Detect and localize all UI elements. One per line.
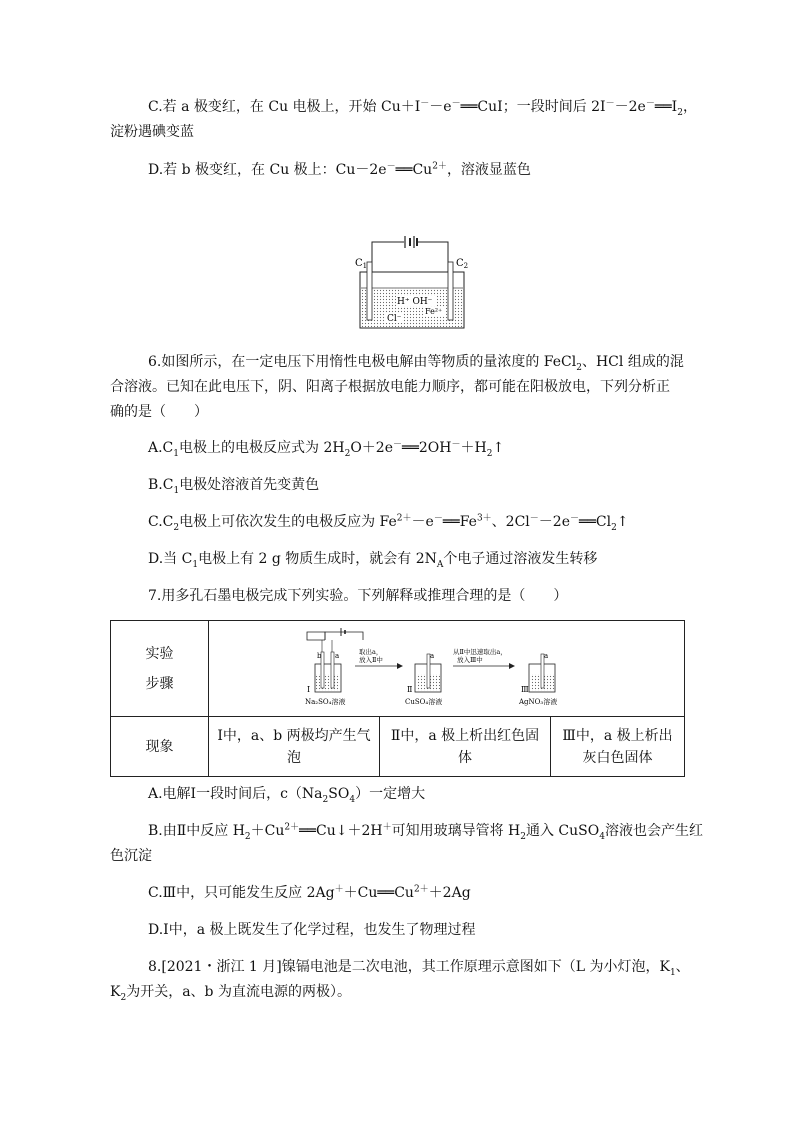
q7-option-c: C.Ⅲ中，只可能发生反应 $2Ag^++Cu══Cu^{2+}+2Ag$ [148,884,471,901]
observation-3: Ⅲ中，a 极上析出灰白色固体 [551,717,685,777]
q6-option-c: $C.C_2$电极上可依次发生的电极反应为 $Fe^{2+}-e^-══Fe^{3+}$、$2Cl^--2e^-══Cl_2↑$ [148,513,629,533]
table-header-steps: 实验 步骤 [111,621,209,717]
q7-stem: 7.用多孔石墨电极完成下列实验。下列解释或推理合理的是（ ） [148,588,568,604]
observation-1: Ⅰ中，a、b 两极均产生气泡 [209,717,380,777]
q6-stem-line1: 6.如图所示，在一定电压下用惰性电极电解由等物质的量浓度的 FeCl$_2$、HCl 组成的混 [148,354,684,373]
electrolysis-cell-figure [352,232,472,334]
q8-line1: 8.[2021・浙江 1 月]镍镉电池是二次电池，其工作原理示意图如下（L 为小灯泡，$K_1$、 [148,959,690,978]
svg-text:CuSO₄溶液: CuSO₄溶液 [404,697,442,706]
experiment-steps-figure-cell [209,621,685,717]
electrode-c2 [448,262,453,320]
q5-option-c-line2: 淀粉遇碘变蓝 [110,124,194,140]
q7-option-b-line2: 色沉淀 [110,848,152,864]
table-header-observation: 现象 [111,717,209,777]
experiment-steps-figure [297,624,597,714]
q6-stem-line3: 确的是（ ） [110,404,208,420]
q7-option-b-line1: B.由Ⅱ中反应 $H_2+Cu^{2+}══Cu↓+2H^+$可知用玻璃导管将 $H_2$通入 CuSO$_4$溶液也会产生红 [148,822,703,842]
q6-stem-line2: 合溶液。已知在此电压下，阴、阳离子根据放电能力顺序，都可能在阳极放电，下列分析正 [110,379,670,395]
q6-option-b: $B.C_1$电极处溶液首先变黄色 [148,477,320,496]
electrode-c1 [367,262,372,320]
q5-option-d: D.若 b 极变红，在 Cu 极上：$Cu-2e^-══Cu^{2+}$，溶液显蓝色 [148,161,531,178]
label-c2: $C_2$ [456,258,469,270]
svg-text:AgNO₃溶液: AgNO₃溶液 [518,697,557,706]
q8-line2: $K_2$为开关，a、b 为直流电源的两极）。 [110,984,351,1003]
q7-option-a: A.电解Ⅰ一段时间后，$c(Na_2SO_4)$一定增大 [148,786,426,805]
svg-text:a: a [543,651,548,660]
svg-text:a: a [334,651,339,660]
q7-option-d: D.Ⅰ中，a 极上既发生了化学过程，也发生了物理过程 [148,922,476,938]
ion-label-fe: Fe²⁺ [425,307,443,316]
q6-option-a: $A.C_1$电极上的电极反应式为 $2H_2O+2e^-══2OH^-+H_2↑$ [148,439,505,459]
ion-label-h-oh: H⁺ OH⁻ [397,297,433,307]
svg-text:Ⅲ: Ⅲ [520,684,529,694]
q5-option-c-line1: C.若 a 极变红，在 Cu 电极上，开始 Cu＋I－－e－══CuI；一段时间后 $2I^--2e^-══I_2$， [148,98,697,118]
svg-text:取出a，: 取出a， [358,647,382,656]
svg-text:放入Ⅲ中: 放入Ⅲ中 [456,655,483,664]
svg-text:Ⅰ: Ⅰ [306,684,310,694]
ion-label-cl: Cl⁻ [387,314,402,324]
svg-text:从Ⅱ中迅速取出a，: 从Ⅱ中迅速取出a， [452,647,507,656]
svg-text:Ⅱ: Ⅱ [406,684,412,694]
svg-text:Na₂SO₄溶液: Na₂SO₄溶液 [304,697,345,706]
observation-2: Ⅱ中，a 极上析出红色固体 [380,717,551,777]
svg-text:b: b [316,651,321,660]
svg-text:放入Ⅱ中: 放入Ⅱ中 [358,655,383,664]
label-c1: $C_1$ [355,258,368,270]
svg-text:a: a [429,651,434,660]
q7-experiment-table [110,620,685,777]
q6-option-d: D.当 $C_1$电极上有 2 g 物质生成时，就会有 $2N_A$个电子通过溶液发生转移 [148,551,598,570]
